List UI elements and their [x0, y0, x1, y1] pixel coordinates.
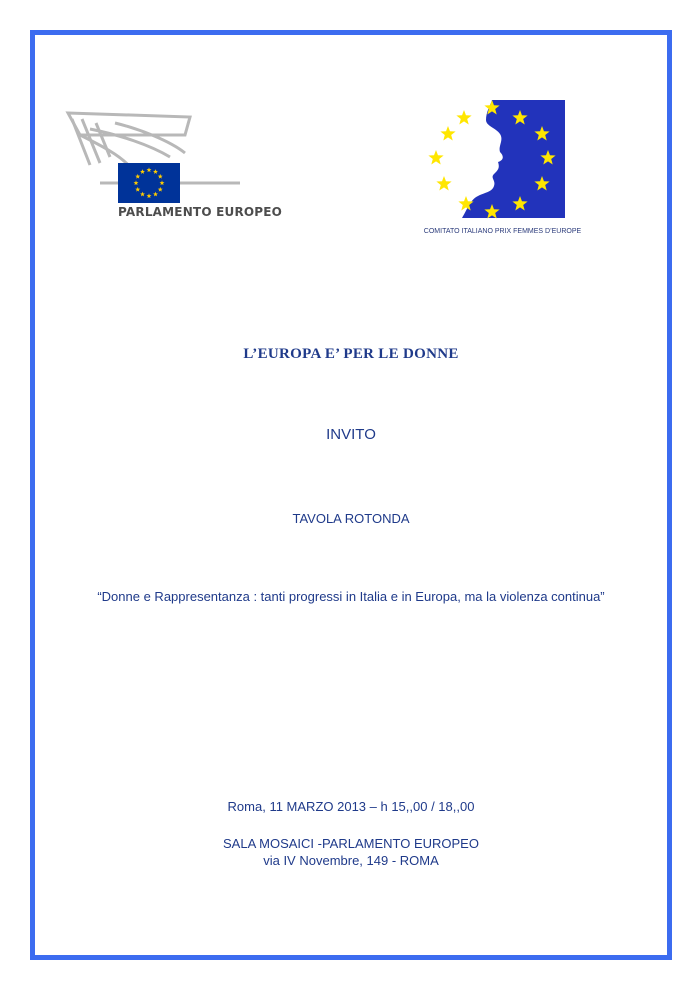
event-date: Roma, 11 MARZO 2013 – h 15,,00 / 18,,00 [227, 799, 475, 814]
committee-caption: COMITATO ITALIANO PRIX FEMMES D’EUROPE [423, 228, 582, 235]
event-topic: “Donne e Rappresentanza : tanti progressi in Italia e in Europa, ma la violenza continua” [97, 589, 605, 604]
eu-stars-profile-icon [420, 100, 565, 220]
logo-star [428, 150, 443, 164]
logo-star [456, 110, 471, 124]
logo-star [440, 126, 455, 140]
event-type: TAVOLA ROTONDA [292, 511, 410, 526]
logo-star [436, 176, 451, 190]
document-title: L’EUROPA E’ PER LE DONNE [243, 346, 459, 362]
parliament-label: PARLAMENTO EUROPEO [118, 205, 283, 219]
event-venue [35, 835, 667, 869]
venue-line-1: SALA MOSAICI -PARLAMENTO EUROPEO [223, 836, 479, 851]
venue-line-2: via IV Novembre, 149 - ROMA [263, 853, 439, 868]
invite-heading: INVITO [326, 426, 376, 443]
